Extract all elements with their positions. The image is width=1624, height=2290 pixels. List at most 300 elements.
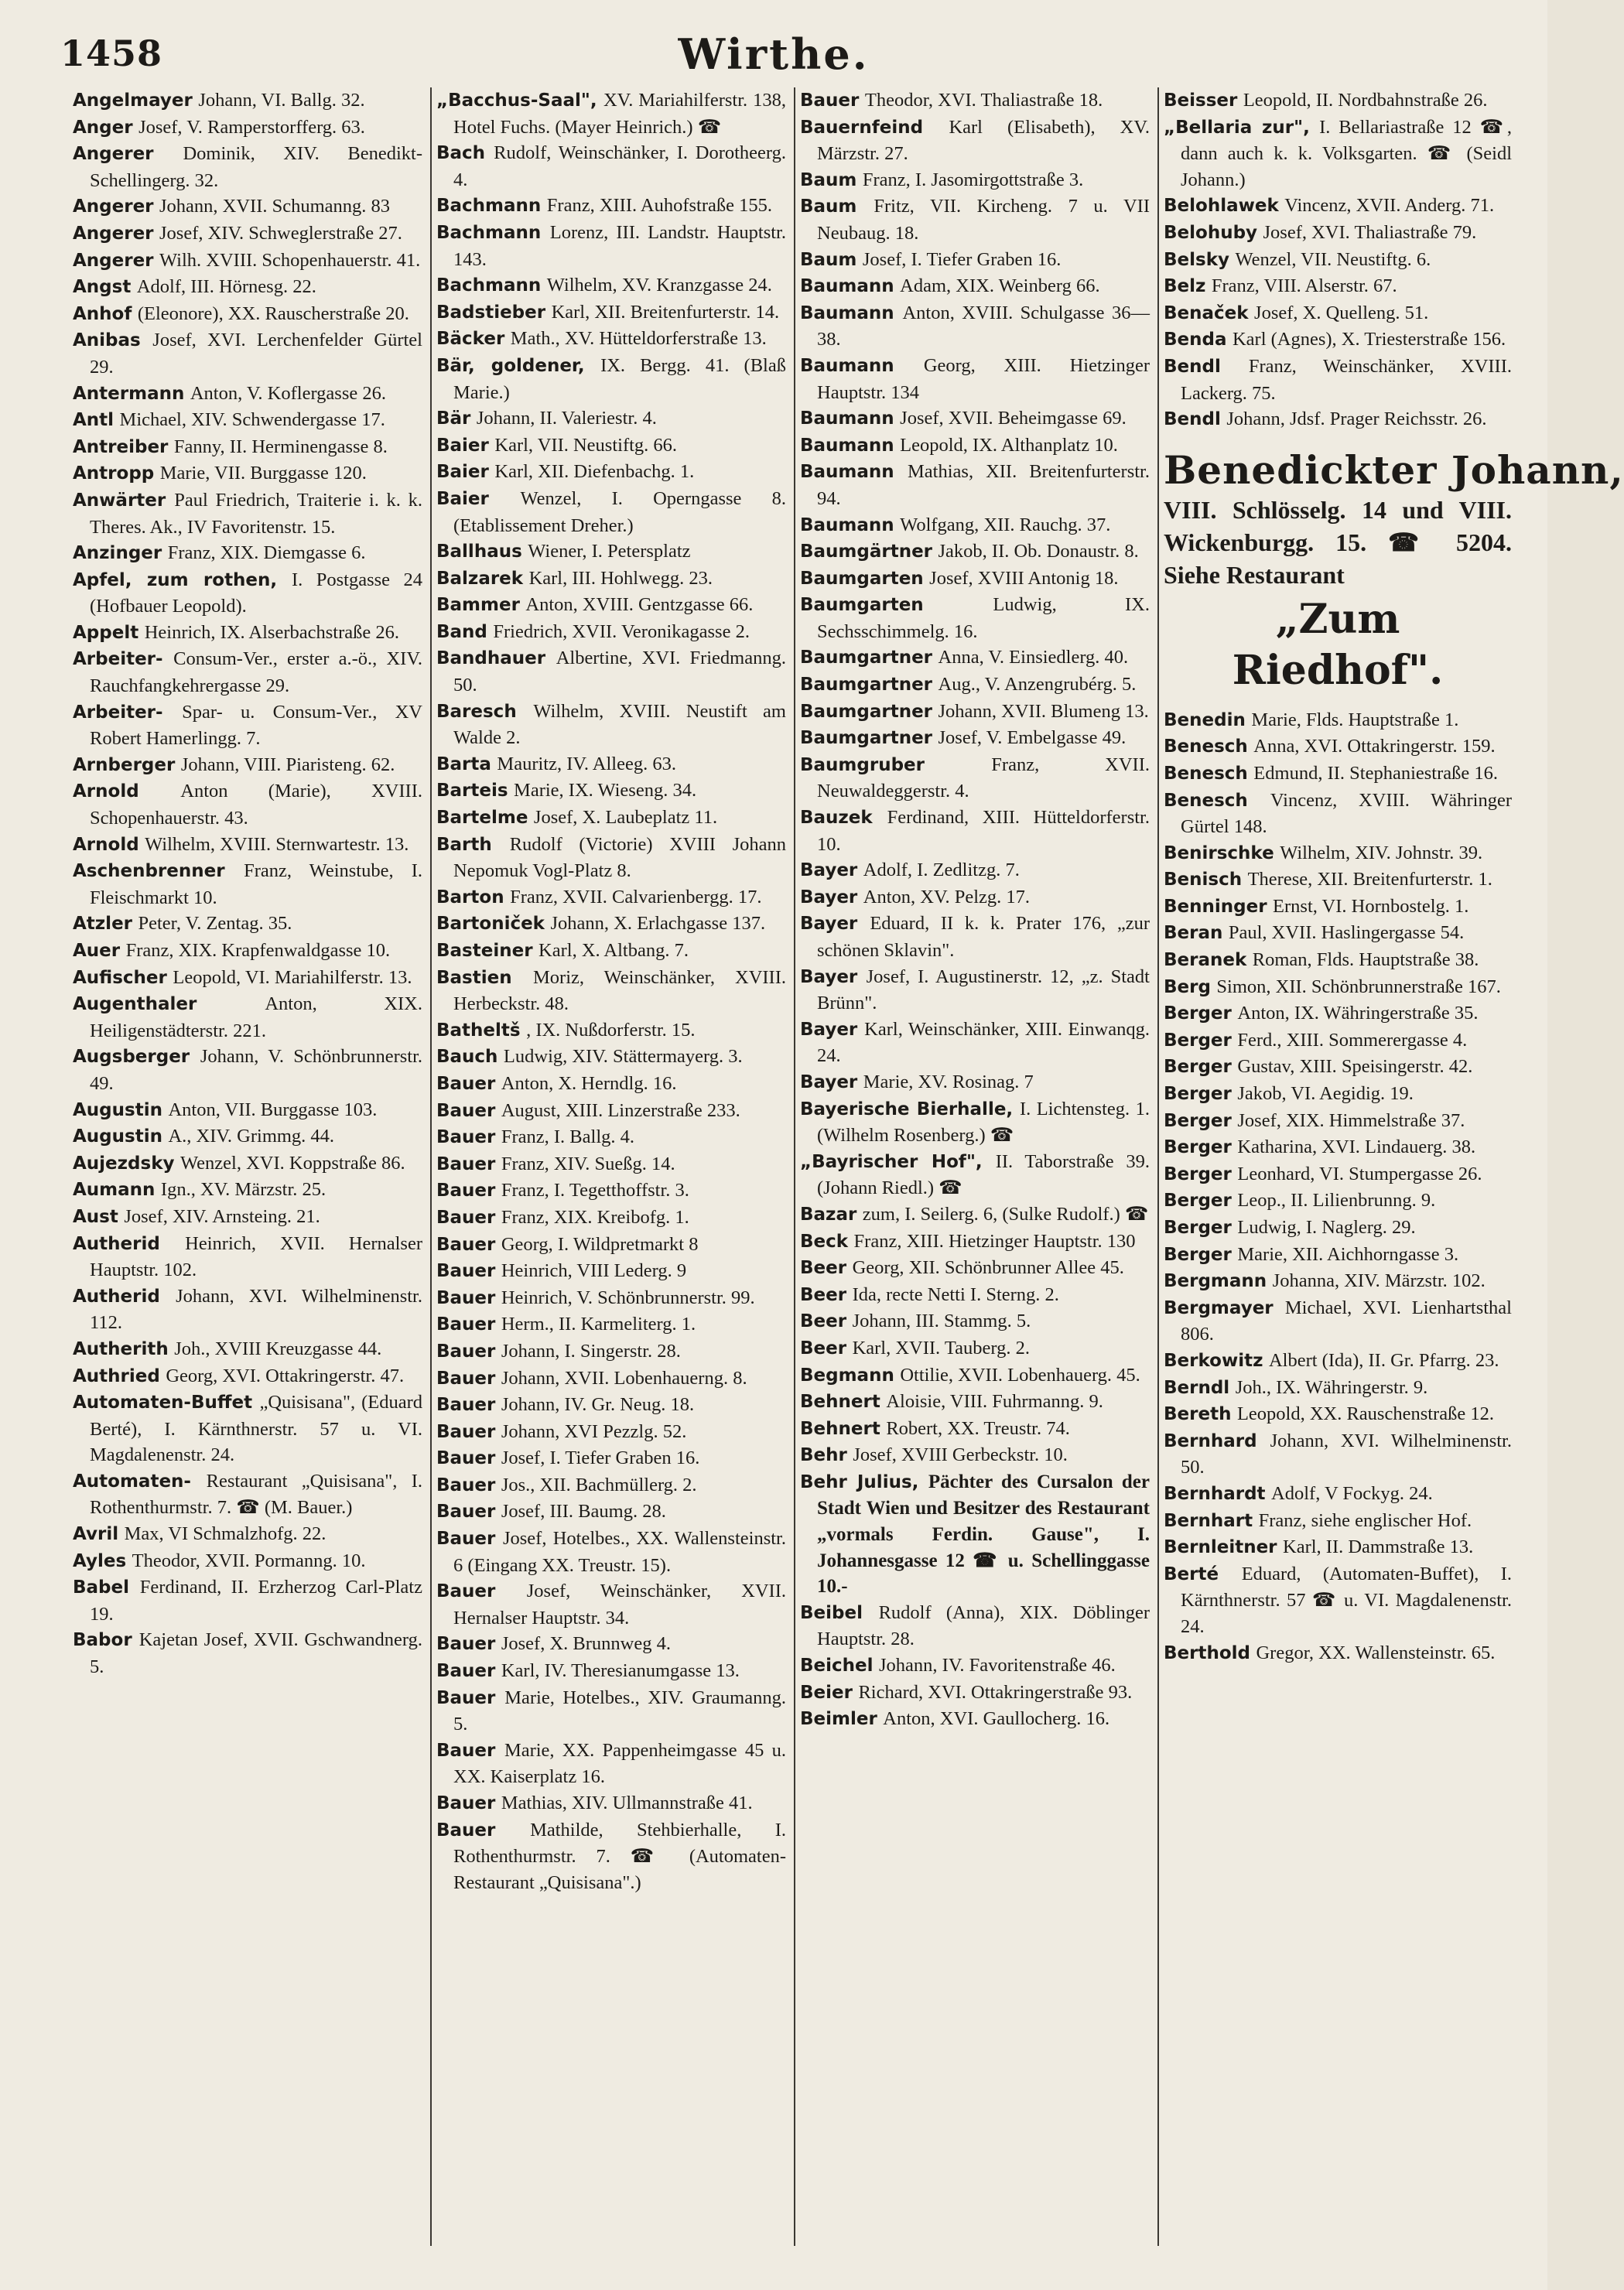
list-item <box>73 778 422 831</box>
list-item <box>1164 760 1512 788</box>
entry-name: Anhof <box>73 303 132 324</box>
entry-details: Leopold, VI. Mariahilferstr. 13. <box>173 966 412 988</box>
entry-name: Bazar <box>800 1204 857 1225</box>
list-item <box>436 1285 786 1312</box>
list-item <box>436 751 786 778</box>
list-item <box>436 1499 786 1526</box>
entry-details: Michael, XIV. Schwendergasse 17. <box>119 409 385 431</box>
entry-details: Josef, V. Ramperstorfferg. 63. <box>138 116 365 138</box>
list-item <box>73 327 422 380</box>
entry-details: Jos., XII. Bachmüllerg. 2. <box>501 1474 697 1495</box>
entry-details: Mathias, XIV. Ullmannstraße 41. <box>501 1793 753 1813</box>
list-item <box>800 1282 1150 1309</box>
entry-details: Marie, VII. Burggasse 120. <box>159 463 367 484</box>
entry-name: Bauer <box>436 1475 496 1495</box>
entry-name: Bastien <box>436 967 512 988</box>
entry-details: Leonhard, VI. Stumpergasse 26. <box>1237 1163 1482 1184</box>
entry-details: Moriz, Weinschänker, XVIII. Herbeckstr. 48. <box>453 966 786 1015</box>
entry-name: Benesch <box>1164 737 1248 757</box>
entry-details: Albertine, XVI. Friedmanng. 50. <box>453 648 786 696</box>
entry-details: Gustav, XIII. Speisingerstr. 42. <box>1237 1056 1473 1078</box>
entry-details: Ign., XV. Märzstr. 25. <box>160 1179 327 1201</box>
list-item <box>73 858 422 911</box>
list-item <box>73 1150 422 1177</box>
entry-details: Anton, XIX. Heiligenstädterstr. 221. <box>90 993 422 1041</box>
entry-name: Baumann <box>800 355 894 376</box>
list-item <box>800 432 1150 460</box>
list-item <box>1164 840 1512 867</box>
ad-tagline: „Zum Riedhof". <box>1232 595 1444 694</box>
entry-name: Bauer <box>436 1127 496 1148</box>
entry-details: Heinrich, VIII Lederg. 9 <box>501 1260 687 1282</box>
entry-details: Josef, XVIII Antonig 18. <box>929 567 1119 589</box>
list-item <box>436 272 786 299</box>
entry-name: Bäcker <box>436 329 505 350</box>
entry-details: Rudolf (Anna), XIX. Döblinger Hauptstr. 28. <box>817 1601 1150 1650</box>
list-item <box>800 805 1150 857</box>
entry-name: Baumgartner <box>800 701 933 722</box>
entry-name: Ayles <box>73 1550 127 1571</box>
entry-name: Beibel <box>800 1602 863 1623</box>
entry-name: Augenthaler <box>73 994 197 1015</box>
entry-name: Antropp <box>73 463 155 484</box>
entry-details: Georg, I. Wildpretmarkt 8 <box>501 1233 699 1255</box>
list-item <box>1164 1375 1512 1402</box>
entry-details: Johann, XVII. Schumanng. 83 <box>159 196 391 217</box>
list-item <box>73 620 422 647</box>
entry-details: Franz, XVII. Neuwaldeggerstr. 4. <box>817 754 1150 802</box>
list-item <box>73 1044 422 1096</box>
entry-details: Karl, III. Hohlwegg. 23. <box>528 567 713 589</box>
list-item <box>73 646 422 699</box>
list-item <box>1164 947 1512 974</box>
entry-details: Anton, V. Koflergasse 26. <box>190 382 387 404</box>
entry-name: Baresch <box>436 701 517 722</box>
entry-name: Angerer <box>73 223 154 244</box>
entry-details: Richard, XVI. Ottakringerstraße 93. <box>858 1681 1133 1703</box>
entry-details: Wiener, I. Petersplatz <box>528 541 691 562</box>
entry-name: Baumgartner <box>800 728 933 749</box>
entry-name: Automaten- <box>73 1471 191 1492</box>
entry-details: Josef, I. Tiefer Graben 16. <box>862 248 1062 270</box>
entry-details: Karl, II. Dammstraße 13. <box>1283 1536 1474 1558</box>
entry-details: Paul, XVII. Haslingergasse 54. <box>1228 922 1465 944</box>
entry-name: Bayer <box>800 914 858 935</box>
list-item <box>73 752 422 779</box>
entry-details: Georg, XIII. Hietzinger Hauptstr. 134 <box>817 354 1150 403</box>
entry-details: Mathias, XII. Breitenfurterstr. 94. <box>817 461 1150 509</box>
entry-name: Barteis <box>436 781 508 802</box>
entry-name: Baumann <box>800 514 894 535</box>
entry-name: Band <box>436 621 487 642</box>
entry-details: Roman, Flds. Hauptstraße 38. <box>1252 949 1479 971</box>
entry-name: Babel <box>73 1577 129 1598</box>
entry-name: Aufischer <box>73 967 167 988</box>
list-item <box>73 1177 422 1204</box>
entry-name: Bauer <box>436 1181 496 1201</box>
entry-name: Baum <box>800 197 857 217</box>
list-item <box>800 884 1150 911</box>
entry-name: Berger <box>1164 1137 1232 1158</box>
list-item <box>1164 1268 1512 1295</box>
entry-name: Behr Julius, <box>800 1471 919 1492</box>
page-number: 1458 <box>60 32 163 74</box>
entry-details: Edmund, II. Stephaniestraße 16. <box>1253 762 1498 784</box>
list-item <box>1164 247 1512 274</box>
column-1 <box>68 87 432 2246</box>
list-item <box>800 911 1150 963</box>
entry-name: Bartoniček <box>436 914 545 935</box>
entry-name: Bernhart <box>1164 1510 1253 1531</box>
entry-name: Autherid <box>73 1286 160 1307</box>
list-item <box>73 1336 422 1363</box>
entry-details: Wilhelm, XV. Kranzgasse 24. <box>546 275 772 296</box>
entry-name: Babor <box>73 1630 132 1651</box>
entry-details: Anton, XVI. Gaullocherg. 16. <box>883 1708 1110 1730</box>
list-item <box>1164 920 1512 947</box>
entry-details: I. Bellariastraße 12 ☎, dann auch k. k. Volksgarten. ☎ (Seidl Johann.) <box>1181 116 1512 190</box>
entry-name: Bayer <box>800 887 858 907</box>
entry-name: Bernhard <box>1164 1430 1257 1451</box>
entry-details: Wolfgang, XII. Rauchg. 37. <box>900 514 1111 535</box>
list-item <box>436 1338 786 1365</box>
entry-name: Avril <box>73 1524 119 1545</box>
entry-details: Robert, XX. Treustr. 74. <box>886 1417 1070 1439</box>
list-item <box>436 1790 786 1817</box>
list-item <box>436 805 786 832</box>
entry-name: Beier <box>800 1682 853 1703</box>
entry-details: Josef, XVI. Lerchenfelder Gürtel 29. <box>90 330 422 378</box>
entry-name: Arnold <box>73 781 139 802</box>
entry-name: Behnert <box>800 1392 880 1413</box>
entry-details: Joh., IX. Währingerstr. 9. <box>1235 1376 1428 1398</box>
list-item <box>436 592 786 619</box>
entry-details: Franz, I. Tegetthoffstr. 3. <box>501 1180 689 1201</box>
list-item <box>1164 733 1512 760</box>
entry-name: Bereth <box>1164 1404 1232 1425</box>
entry-name: Baumgärtner <box>800 542 933 562</box>
entry-name: Bauer <box>436 1634 496 1655</box>
entry-details: Aloisie, VIII. Fuhrmanng. 9. <box>886 1391 1103 1413</box>
entry-name: Bergmayer <box>1164 1297 1274 1318</box>
list-item <box>436 1151 786 1178</box>
entry-name: Basteiner <box>436 941 533 961</box>
entry-details: Johann, III. Stammg. 5. <box>852 1311 1031 1332</box>
list-item <box>73 1123 422 1150</box>
entry-details: (Eleonore), XX. Rauscherstraße 20. <box>137 302 409 324</box>
entry-name: Benirschke <box>1164 843 1274 863</box>
list-item <box>436 1124 786 1151</box>
list-item <box>73 434 422 461</box>
entry-details: Spar- u. Consum-Ver., XV Robert Hamerlingg. 7. <box>90 701 422 750</box>
entry-details: Adolf, V Fockyg. 24. <box>1271 1482 1433 1504</box>
entry-name: Berthold <box>1164 1642 1250 1663</box>
entry-name: Berger <box>1164 1003 1232 1024</box>
advertisement <box>1164 446 1624 696</box>
list-item <box>436 1738 786 1790</box>
list-item <box>73 220 422 248</box>
entry-name: Bauer <box>436 1368 496 1389</box>
list-item <box>436 1445 786 1472</box>
list-item <box>436 1817 786 1896</box>
list-item <box>800 1653 1150 1680</box>
entry-name: Bauer <box>436 1100 496 1121</box>
entry-name: Benesch <box>1164 790 1248 811</box>
entry-details: Josef, XVI. Thaliastraße 79. <box>1263 221 1477 243</box>
list-item <box>800 1229 1150 1256</box>
list-item <box>1164 1640 1512 1667</box>
entry-details: Josef, V. Embelgasse 49. <box>938 727 1127 749</box>
list-item <box>800 1362 1150 1389</box>
entry-name: Bauer <box>436 1421 496 1442</box>
entry-name: Bauer <box>436 1341 496 1362</box>
entry-details: Vincenz, XVIII. Währinger Gürtel 148. <box>1181 789 1512 838</box>
list-item <box>1164 220 1512 247</box>
entry-details: „Quisisana", (Eduard Berté), I. Kärnthnerstr. 57 u. VI. Magdalenenstr. 24. <box>90 1392 422 1466</box>
list-item <box>436 1205 786 1232</box>
list-item <box>800 167 1150 194</box>
entry-details: Mauritz, IV. Alleeg. 63. <box>497 753 676 774</box>
list-item <box>73 460 422 487</box>
entry-name: Bergmann <box>1164 1271 1267 1292</box>
entry-details: Anton, VII. Burggasse 103. <box>168 1099 378 1120</box>
entry-details: Franz, XIII. Hietzinger Hauptstr. 130 <box>853 1230 1136 1252</box>
entry-name: Arnold <box>73 834 139 855</box>
entry-details: Ida, recte Netti I. Sterng. 2. <box>852 1283 1059 1305</box>
list-item <box>436 1232 786 1259</box>
entry-name: Batheltš <box>436 1020 521 1041</box>
entry-details: Johann, V. Schönbrunnerstr. 49. <box>90 1046 422 1094</box>
entry-details: Johann, IV. Gr. Neug. 18. <box>501 1394 695 1416</box>
list-item <box>436 645 786 698</box>
list-item <box>73 1363 422 1390</box>
list-item <box>73 1231 422 1283</box>
list-item <box>800 193 1150 246</box>
list-item <box>1164 1561 1512 1640</box>
entry-name: Beck <box>800 1231 849 1252</box>
entry-name: Berg <box>1164 976 1211 997</box>
entry-details: Karl, XII. Diefenbachg. 1. <box>494 461 695 483</box>
entry-name: Berger <box>1164 1164 1232 1184</box>
list-item <box>1164 866 1512 894</box>
entry-details: Katharina, XVI. Lindauerg. 38. <box>1237 1136 1476 1158</box>
entry-details: Consum-Ver., erster a.-ö., XIV. Rauchfangkehrergasse 29. <box>90 648 422 697</box>
entry-details: Johann, XVII. Blumeng 13. <box>938 700 1149 722</box>
entry-name: Anzinger <box>73 543 162 564</box>
entry-details: Wenzel, I. Operngasse 8. (Etablissement Dreher.) <box>453 487 786 536</box>
entry-name: Behr <box>800 1445 847 1466</box>
list-item <box>800 725 1150 752</box>
list-item <box>1164 1134 1512 1161</box>
entry-details: Leopold, IX. Althanplatz 10. <box>900 434 1118 456</box>
list-item <box>800 1335 1150 1362</box>
entry-name: Bauer <box>436 1154 496 1174</box>
list-item <box>436 538 786 566</box>
ad-name: Benedickter Johann, <box>1164 446 1624 493</box>
list-item <box>1164 406 1512 433</box>
list-item <box>436 911 786 938</box>
entry-details: Aug., V. Anzengrubérg. 5. <box>938 674 1137 696</box>
list-item <box>1164 1215 1512 1242</box>
entry-name: Baumgartner <box>800 648 933 668</box>
entry-details: Wenzel, XVI. Koppstraße 86. <box>179 1152 405 1174</box>
list-item <box>1164 354 1512 406</box>
list-item <box>73 114 422 142</box>
entry-details: Ludwig, IX. Sechsschimmelg. 16. <box>817 594 1150 642</box>
entry-details: Paul Friedrich, Traiterie i. k. k. Theres. Ak., IV Favoritenstr. 15. <box>90 489 422 538</box>
list-item <box>1164 1188 1512 1215</box>
entry-name: Belohuby <box>1164 222 1258 243</box>
entry-details: zum, I. Seilerg. 6, (Sulke Rudolf.) ☎ <box>862 1203 1149 1225</box>
entry-name: Bauer <box>436 1207 496 1228</box>
list-item <box>800 247 1150 274</box>
entry-details: Karl (Elisabeth), XV. Märzstr. 27. <box>817 116 1150 165</box>
list-item <box>800 405 1150 432</box>
list-item <box>436 1098 786 1125</box>
entry-name: Berger <box>1164 1057 1232 1078</box>
entry-name: Benaček <box>1164 302 1249 323</box>
entry-name: Bernhardt <box>1164 1483 1266 1504</box>
page-header <box>0 0 1547 89</box>
list-item <box>1164 193 1512 220</box>
entry-name: Baumgarten <box>800 595 924 616</box>
list-item <box>800 1201 1150 1229</box>
entry-name: Baumann <box>800 408 894 429</box>
list-item <box>73 540 422 567</box>
list-item <box>436 405 786 432</box>
list-item <box>73 832 422 859</box>
entry-name: „Bacchus-Saal", <box>436 91 597 111</box>
list-item <box>800 752 1150 805</box>
entry-name: Bauch <box>436 1047 498 1068</box>
entry-details: Wilhelm, XIV. Johnstr. 39. <box>1280 842 1483 863</box>
entry-name: Autherid <box>73 1233 160 1254</box>
list-item <box>800 1255 1150 1282</box>
entry-details: Wilhelm, XVIII. Neustift am Walde 2. <box>453 700 786 749</box>
entry-details: Ernst, VI. Hornbostelg. 1. <box>1273 895 1469 917</box>
entry-name: Beichel <box>800 1656 874 1676</box>
entry-details: Josef, XVII. Beheimgasse 69. <box>900 408 1127 429</box>
entry-name: Bayer <box>800 1019 858 1040</box>
entry-name: Baumann <box>800 302 894 323</box>
list-item <box>436 299 786 326</box>
entry-name: Bauer <box>436 1287 496 1308</box>
list-item <box>800 592 1150 644</box>
entry-name: Arbeiter- <box>73 702 163 723</box>
entry-name: Antreiber <box>73 436 169 457</box>
list-item <box>800 273 1150 300</box>
entry-details: Marie, XII. Aichhorngasse 3. <box>1237 1243 1459 1265</box>
entry-name: Berger <box>1164 1218 1232 1238</box>
entry-name: Autherith <box>73 1338 169 1359</box>
entry-name: Bauer <box>436 1581 496 1602</box>
entry-name: Baum <box>800 169 857 190</box>
list-item <box>436 87 786 140</box>
list-item <box>800 1096 1150 1149</box>
entry-details: Franz, I. Jasomirgottstraße 3. <box>862 169 1084 190</box>
list-item <box>1164 707 1512 734</box>
entry-name: Anger <box>73 117 133 138</box>
list-item <box>1164 1534 1512 1561</box>
list-item <box>800 1442 1150 1469</box>
entry-name: Anibas <box>73 330 141 351</box>
entry-name: Beisser <box>1164 91 1238 111</box>
entry-details: Wilh. XVIII. Schopenhauerstr. 41. <box>159 249 421 271</box>
list-item <box>800 512 1150 539</box>
list-item <box>436 1044 786 1071</box>
list-item <box>1164 300 1512 327</box>
entry-details: Franz, XIV. Sueßg. 14. <box>501 1153 675 1174</box>
list-item <box>800 87 1150 114</box>
list-item <box>73 699 422 752</box>
entry-details: Jakob, II. Ob. Donaustr. 8. <box>938 541 1139 562</box>
ad-body: VIII. Schlösselg. 14 und VIII. Wickenburgg. 15. ☎ 5204. Siehe Restaurant <box>1164 495 1512 589</box>
entry-details: Marie, XX. Pappenheimgasse 45 u. XX. Kaiserplatz 16. <box>453 1739 786 1788</box>
entry-name: Apfel, zum rothen, <box>73 569 278 590</box>
entry-name: Bauer <box>436 1529 496 1550</box>
list-item <box>436 1392 786 1419</box>
entry-name: Barth <box>436 834 492 855</box>
entry-details: Kajetan Josef, XVII. Gschwandnerg. 5. <box>90 1629 422 1678</box>
list-item <box>1164 1000 1512 1027</box>
entry-name: Bachmann <box>436 275 542 296</box>
entry-details: Georg, XII. Schönbrunner Allee 45. <box>852 1257 1124 1279</box>
entry-name: Barton <box>436 887 504 907</box>
entry-details: Franz, XIX. Diemgasse 6. <box>167 542 366 564</box>
entry-name: Augustin <box>73 1099 162 1120</box>
entry-name: Baier <box>436 462 489 483</box>
entry-details: Rudolf (Victorie) XVIII Johann Nepomuk Vogl-Platz 8. <box>453 833 786 882</box>
entry-name: Berger <box>1164 1110 1232 1131</box>
list-item <box>73 1521 422 1548</box>
entry-name: Balzarek <box>436 568 524 589</box>
entry-name: Berkowitz <box>1164 1350 1263 1371</box>
list-item <box>800 1469 1150 1600</box>
list-item <box>436 1631 786 1658</box>
list-item <box>73 381 422 408</box>
list-item <box>73 965 422 992</box>
column-4 <box>1159 87 1624 2246</box>
list-item <box>800 353 1150 405</box>
list-item <box>73 274 422 301</box>
entry-details: Adolf, I. Zedlitzg. 7. <box>863 860 1020 881</box>
entry-name: Baumgarten <box>800 568 924 589</box>
entry-details: Jakob, VI. Aegidig. 19. <box>1237 1083 1414 1105</box>
entry-name: Bauer <box>436 1314 496 1335</box>
entry-name: Bauzek <box>800 808 873 829</box>
entry-name: Appelt <box>73 622 139 643</box>
list-item <box>73 248 422 275</box>
list-item <box>436 699 786 751</box>
entry-details: Lorenz, III. Landstr. Hauptstr. 143. <box>453 221 786 270</box>
list-item <box>1164 1081 1512 1108</box>
entry-name: Berger <box>1164 1030 1232 1051</box>
entry-name: Bandhauer <box>436 648 546 669</box>
entry-details: Josef, X. Quelleng. 51. <box>1254 302 1429 323</box>
entry-name: Ballhaus <box>436 542 522 562</box>
list-item <box>1164 1161 1512 1188</box>
entry-details: Johann, XVI. Wilhelminenstr. 112. <box>90 1285 422 1334</box>
list-item <box>800 1416 1150 1443</box>
list-item <box>73 938 422 965</box>
entry-details: Franz, Weinschänker, XVIII. Lackerg. 75. <box>1181 355 1512 404</box>
entry-details: Wilhelm, XVIII. Sternwartestr. 13. <box>145 833 409 855</box>
entry-details: Ferdinand, XIII. Hütteldorferstr. 10. <box>817 807 1150 855</box>
entry-details: Theodor, XVII. Pormanng. 10. <box>132 1550 366 1571</box>
list-item <box>800 1706 1150 1733</box>
list-item <box>800 566 1150 593</box>
entry-details: Gregor, XX. Wallensteinstr. 65. <box>1256 1642 1496 1663</box>
